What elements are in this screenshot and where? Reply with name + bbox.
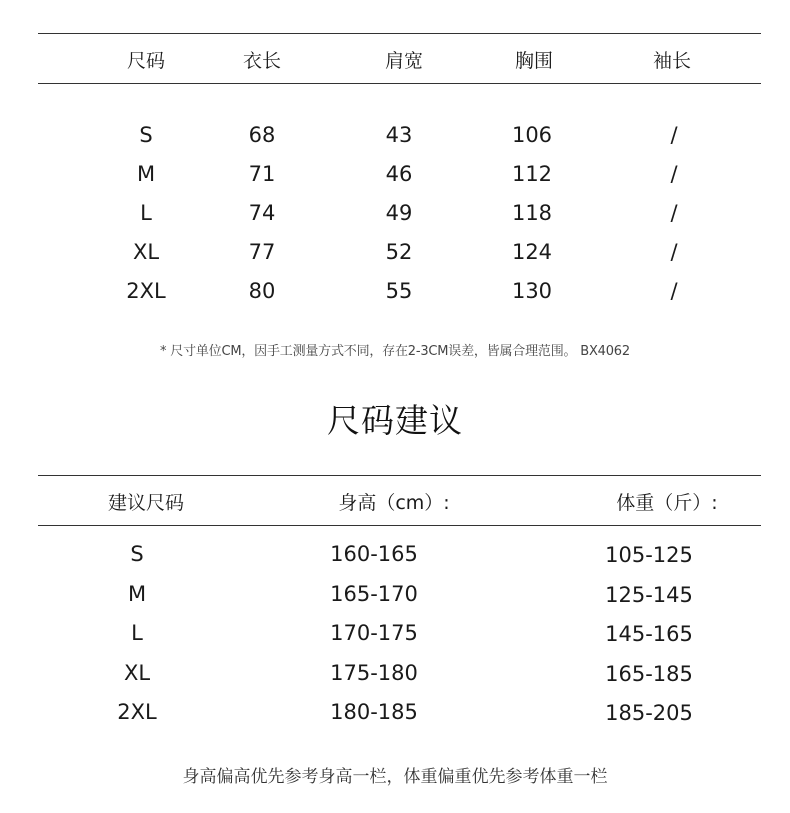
chest-cell: 118 (511, 201, 553, 225)
size-cell: S (139, 123, 153, 147)
sleeve-cell: / (670, 279, 678, 303)
length-cell: 68 (248, 123, 276, 147)
shoulder-cell: 49 (385, 201, 413, 225)
table2-top-rule (38, 475, 761, 476)
length-cell: 74 (248, 201, 276, 225)
size-cell: M (136, 162, 156, 186)
sleeve-cell: / (670, 240, 678, 264)
size-cell: S (130, 542, 144, 566)
size-cell: 2XL (117, 700, 157, 724)
sleeve-cell: / (670, 162, 678, 186)
shoulder-cell: 46 (385, 162, 413, 186)
header-size: 尺码 (126, 50, 166, 72)
chest-cell: 112 (511, 162, 553, 186)
chest-cell: 124 (511, 240, 553, 264)
weight-cell: 145-165 (605, 622, 693, 646)
weight-cell: 185-205 (605, 701, 693, 725)
sleeve-cell: / (670, 123, 678, 147)
header-chest: 胸围 (514, 50, 554, 72)
footer-advice: 身高偏高优先参考身高一栏，体重偏重优先参考体重一栏 (182, 767, 608, 787)
height-cell: 165-170 (330, 582, 418, 606)
chest-cell: 106 (511, 123, 553, 147)
weight-cell: 105-125 (605, 543, 693, 567)
height-cell: 170-175 (330, 621, 418, 645)
table1-header-rule (38, 83, 761, 84)
height-cell: 175-180 (330, 661, 418, 685)
sleeve-cell: / (670, 201, 678, 225)
size-cell: M (127, 582, 147, 606)
shoulder-cell: 43 (385, 123, 413, 147)
header-shoulder: 肩宽 (384, 50, 424, 72)
height-cell: 160-165 (330, 542, 418, 566)
height-cell: 180-185 (330, 700, 418, 724)
size-cell: 2XL (126, 279, 166, 303)
measurement-note: * 尺寸单位CM，因手工测量方式不同，存在2-3CM误差，皆属合理范围。 BX4062 (160, 344, 630, 359)
size-cell: XL (123, 661, 151, 685)
size-cell: L (131, 621, 143, 645)
header-height: 身高（cm）: (338, 492, 450, 514)
header-length: 衣长 (242, 50, 282, 72)
shoulder-cell: 55 (385, 279, 413, 303)
section-title: 尺码建议 (327, 401, 463, 440)
header-sleeve: 袖长 (652, 50, 692, 72)
length-cell: 80 (248, 279, 276, 303)
weight-cell: 125-145 (605, 583, 693, 607)
header-weight: 体重（斤）: (616, 492, 718, 514)
length-cell: 71 (248, 162, 276, 186)
size-cell: XL (132, 240, 160, 264)
weight-cell: 165-185 (605, 662, 693, 686)
table2-header-rule (38, 525, 761, 526)
length-cell: 77 (248, 240, 276, 264)
header-recommended-size: 建议尺码 (107, 492, 185, 514)
table1-top-rule (38, 33, 761, 34)
size-cell: L (140, 201, 152, 225)
shoulder-cell: 52 (385, 240, 413, 264)
chest-cell: 130 (511, 279, 553, 303)
